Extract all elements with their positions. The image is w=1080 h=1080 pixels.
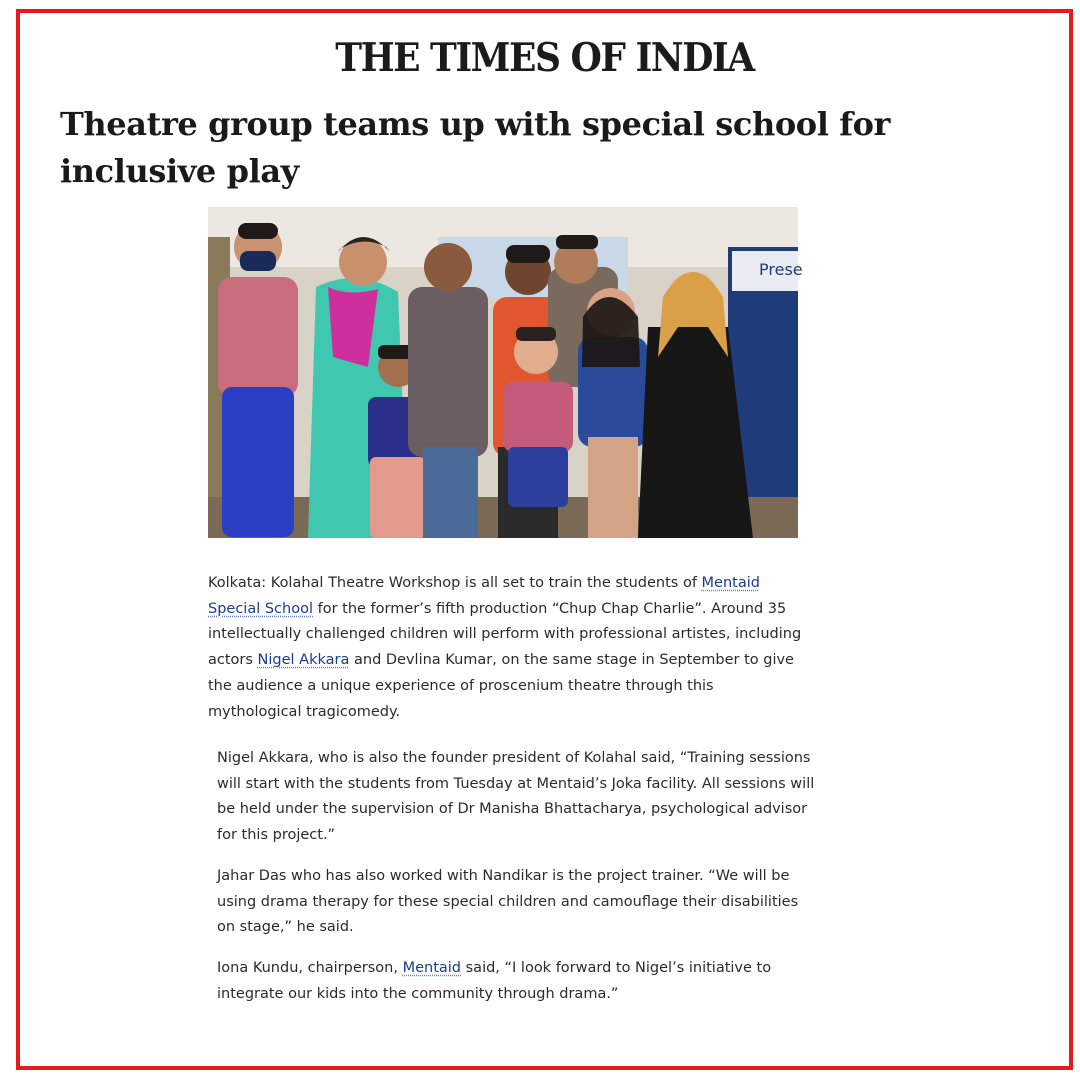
article-headline: Theatre group teams up with special school for inclusive play <box>60 105 890 190</box>
banner-text: Prese <box>759 260 803 279</box>
link-nigel-akkara[interactable]: Nigel Akkara <box>257 652 350 669</box>
paragraph-jahar-quote: Jahar Das who has also worked with Nandikar is the project trainer. “We will be using drama therapy for these special children and camouflage their disabilities on stage,” he said. <box>217 867 799 936</box>
article-photo <box>208 207 803 538</box>
link-mentaid-special-school[interactable]: Mentaid Special School <box>208 575 760 617</box>
article-frame <box>16 9 1073 1070</box>
iona-text-2: said, “I look forward to Nigel’s initiative to integrate our kids into the community through drama.” <box>217 959 772 1002</box>
masthead-logo[interactable]: THE TIMES OF INDIA <box>335 35 754 81</box>
lead-paragraph <box>208 571 808 725</box>
link-mentaid[interactable]: Mentaid <box>402 959 462 976</box>
lead-text-3: and Devlina Kumar, on the same stage in September to give the audience a unique experience of proscenium theatre through this mythological tragicomedy. <box>208 652 794 720</box>
paragraph-nigel-quote: Nigel Akkara, who is also the founder president of Kolahal said, “Training sessions will start with the students from Tuesday at Mentaid’s Joka facility. All sessions will be held under the supervision of Dr Manisha Bhattacharya, psychological advisor for this project.” <box>217 750 815 844</box>
article-body <box>217 746 817 1022</box>
lead-text-1: Kolkata: Kolahal Theatre Workshop is all set to train the students of <box>208 575 702 591</box>
lead-text-2: for the former’s fifth production “Chup Chap Charlie”. Around 35 intellectually challenged children will perform with professional artistes, including actors <box>208 600 802 669</box>
iona-text-1: Iona Kundu, chairperson, <box>217 959 403 976</box>
paragraph-iona-quote <box>217 956 817 1007</box>
